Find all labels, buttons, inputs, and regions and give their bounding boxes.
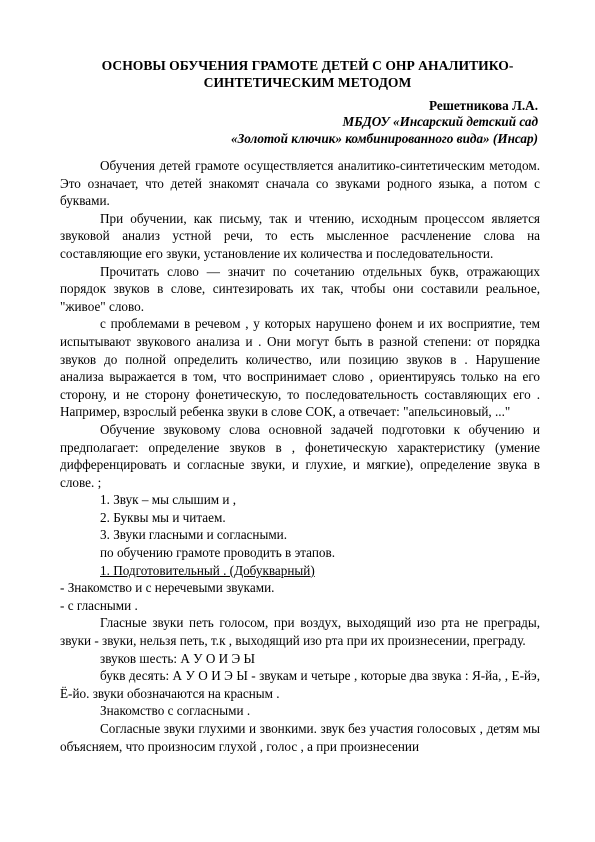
list [60, 491, 540, 579]
list-item: 1. Звук – мы слышим и , [100, 492, 237, 508]
paragraph: Обучения детей грамоте осуществляется аналитико-синтетическим методом. Это означает, что детей знакомят сначала со звуками родного языка, а потом с буквами. [60, 158, 540, 209]
paragraph: - Знакомство и с неречевыми звуками. [60, 580, 275, 596]
organization [118, 113, 538, 147]
paragraph: Гласные звуки петь голосом, при воздух, выходящий изо рта не преграды, звуки - звуки, нельзя петь, т.к , выходящий изо рта при их произнесении, преграду. [60, 615, 540, 649]
paragraph: Обучение звуковому слова основной задачей подготовки к обучению и предполагает: определение звуков в , фонетическую характеристику (умение дифференцировать и согласные звуки, и глухие, и мягкие), определение звука в слове. ; [60, 421, 540, 490]
paragraph: При обучении, как письму, так и чтению, исходным процессом является звуковой анализ устной речи, то есть мысленное расчленение слова на составляющие его звуки, установление их количества и последовательности. [60, 210, 540, 261]
paragraph: букв десять: А У О И Э Ы - звукам и четыре , которые два звука : Я-йа, , Е-йэ, Ё-йо. звуки обозначаются на красным . [60, 668, 540, 701]
paragraph: Согласные звуки глухими и звонкими. звук без участия голосовых , детям мы объясняем, что произносим глухой , голос , а при произнесении [60, 721, 540, 754]
document-title: ОСНОВЫ ОБУЧЕНИЯ ГРАМОТЕ ДЕТЕЙ С ОНР АНАЛИТИКО-СИНТЕТИЧЕСКИМ МЕТОДОМ [101, 58, 514, 90]
paragraph: - с гласными . [60, 597, 138, 613]
list-item: 3. Звуки гласными и согласными. [100, 527, 288, 543]
section-heading: 1. Подготовительный . (Добукварный) [100, 562, 315, 578]
organization-line-2: «Золотой ключик» комбинированного вида» (Инсар) [230, 131, 538, 146]
document-body [60, 157, 540, 755]
list-item: звуков шесть: А У О И Э Ы [100, 650, 255, 666]
list [60, 702, 540, 720]
paragraph: Прочитать слово — значит по сочетанию отдельных букв, отражающих порядок звуков в слове, синтезировать их так, чтобы они составили реальное, "живое" слово. [60, 263, 540, 314]
author-name: Решетникова Л.А. [428, 98, 538, 113]
list-item: 2. Буквы мы и читаем. [100, 509, 226, 525]
list [60, 650, 540, 668]
list-item: по обучению грамоте проводить в этапов. [100, 545, 336, 561]
organization-line-1: МБДОУ «Инсарский детский сад [342, 114, 538, 129]
list-item: Знакомство с согласными . [100, 703, 251, 719]
paragraph: с проблемами в речевом , у которых нарушено фонем и их восприятие, тем испытывают звукового анализа и . Они могут быть в разной степени: от порядка звуков до полной определить количество, или позицию звуков в . Нарушение анализа выражается в том, что воспринимает слово , ориентируясь только на его сторону, и не сторону фонетическую, то последовательность составляющих его . Например, взрослый ребенка звуки в слове СОК, а отвечает: "апельсиновый, ..." [60, 316, 540, 420]
